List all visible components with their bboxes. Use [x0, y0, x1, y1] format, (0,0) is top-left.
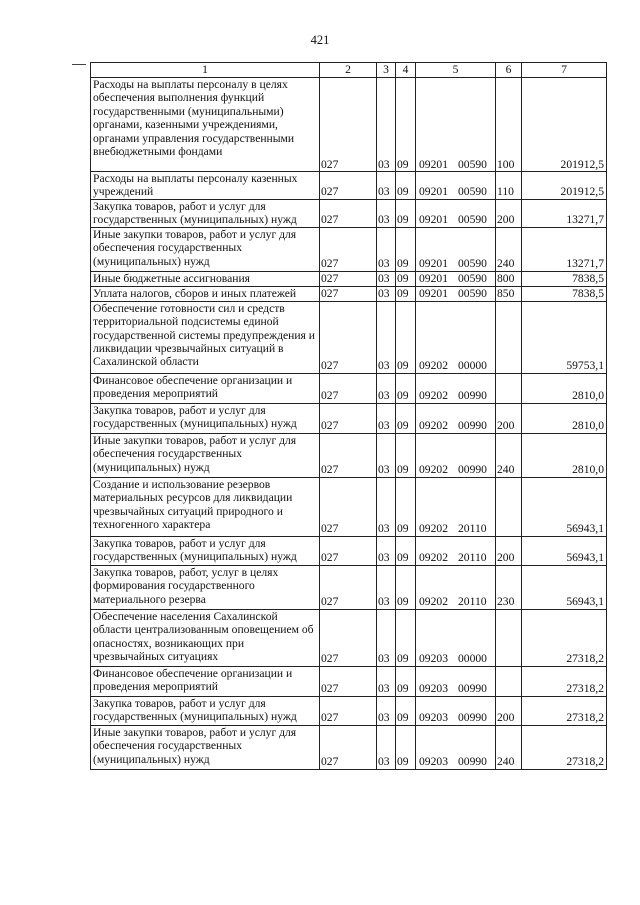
row-code-col2: 027	[320, 609, 377, 666]
row-code-col3: 03	[377, 609, 396, 666]
row-description: Закупка товаров, работ и услуг для государственных (муниципальных) нужд	[91, 696, 320, 725]
row-code-col2: 027	[320, 301, 377, 373]
code-part-b: 20110	[457, 522, 487, 536]
row-code-col4: 09	[396, 271, 416, 286]
row-description: Закупка товаров, работ и услуг для государственных (муниципальных) нужд	[91, 403, 320, 433]
row-code-col2: 027	[320, 725, 377, 769]
row-code-col5	[416, 565, 496, 609]
row-code-col5	[416, 227, 496, 271]
row-amount: 27318,2	[522, 666, 607, 696]
row-code-col5	[416, 696, 496, 725]
row-code-col2: 027	[320, 565, 377, 609]
row-code-col4: 09	[396, 609, 416, 666]
row-code-col3: 03	[377, 172, 396, 200]
header-cell: 6	[496, 63, 522, 78]
code-part-b: 00000	[457, 652, 487, 666]
code-part-b: 00590	[457, 272, 487, 286]
row-code-col6: 800	[496, 271, 522, 286]
code-part-b: 00990	[457, 463, 487, 477]
row-amount: 59753,1	[522, 301, 607, 373]
row-code-col5	[416, 172, 496, 200]
code-part-b: 00990	[457, 389, 487, 403]
code-part-a: 09203	[419, 755, 448, 769]
row-amount: 2810,0	[522, 433, 607, 477]
row-code-col6: 200	[496, 403, 522, 433]
table-row	[91, 666, 607, 696]
row-code-col6: 850	[496, 286, 522, 301]
row-description: Уплата налогов, сборов и иных платежей	[91, 286, 320, 301]
row-description: Создание и использование резервов материальных ресурсов для ликвидации чрезвычайных ситуаций природного и техногенного характера	[91, 477, 320, 536]
row-description: Обеспечение готовности сил и средств территориальной подсистемы единой государственной системы предупреждения и ликвидации чрезвычайных ситуаций в Сахалинской области	[91, 301, 320, 373]
row-code-col2: 027	[320, 373, 377, 403]
row-code-col5	[416, 403, 496, 433]
budget-table	[90, 62, 607, 770]
row-amount: 13271,7	[522, 199, 607, 227]
table-row	[91, 536, 607, 565]
row-code-col4: 09	[396, 373, 416, 403]
code-part-a: 09201	[419, 272, 448, 286]
row-amount: 56943,1	[522, 477, 607, 536]
row-code-col5	[416, 433, 496, 477]
row-code-col5	[416, 78, 496, 172]
row-amount: 201912,5	[522, 78, 607, 172]
row-description: Финансовое обеспечение организации и проведения мероприятий	[91, 373, 320, 403]
row-code-col6	[496, 301, 522, 373]
table-row	[91, 286, 607, 301]
row-code-col6: 200	[496, 199, 522, 227]
row-amount: 7838,5	[522, 271, 607, 286]
row-amount: 7838,5	[522, 286, 607, 301]
row-code-col6	[496, 666, 522, 696]
table-row	[91, 696, 607, 725]
row-code-col3: 03	[377, 78, 396, 172]
header-cell: 1	[91, 63, 320, 78]
code-part-b: 20110	[457, 551, 487, 565]
header-cell: 4	[396, 63, 416, 78]
code-part-a: 09203	[419, 682, 448, 696]
row-code-col4: 09	[396, 725, 416, 769]
row-description: Закупка товаров, работ и услуг для государственных (муниципальных) нужд	[91, 199, 320, 227]
code-part-b: 20110	[457, 595, 487, 609]
code-part-a: 09202	[419, 419, 448, 433]
row-code-col2: 027	[320, 433, 377, 477]
row-code-col2: 027	[320, 78, 377, 172]
header-cell: 7	[522, 63, 607, 78]
page-number: 421	[310, 33, 330, 47]
row-code-col3: 03	[377, 227, 396, 271]
row-code-col5	[416, 286, 496, 301]
row-description: Финансовое обеспечение организации и проведения мероприятий	[91, 666, 320, 696]
table-row	[91, 725, 607, 769]
table-header-row	[91, 63, 607, 78]
row-code-col6: 200	[496, 696, 522, 725]
row-description: Иные закупки товаров, работ и услуг для обеспечения государственных (муниципальных) нужд	[91, 227, 320, 271]
row-code-col4: 09	[396, 172, 416, 200]
table-row	[91, 301, 607, 373]
row-description: Закупка товаров, работ, услуг в целях формирования государственного материального резерва	[91, 565, 320, 609]
table-row	[91, 271, 607, 286]
row-amount: 2810,0	[522, 373, 607, 403]
row-code-col3: 03	[377, 433, 396, 477]
row-code-col5	[416, 536, 496, 565]
row-description: Обеспечение населения Сахалинской области централизованным оповещением об опасностях, возникающих при чрезвычайных ситуациях	[91, 609, 320, 666]
row-code-col6	[496, 373, 522, 403]
code-part-a: 09201	[419, 185, 448, 199]
row-amount: 13271,7	[522, 227, 607, 271]
table-row	[91, 609, 607, 666]
code-part-b: 00990	[457, 711, 487, 725]
row-amount: 2810,0	[522, 403, 607, 433]
row-code-col5	[416, 609, 496, 666]
row-code-col4: 09	[396, 301, 416, 373]
row-amount: 27318,2	[522, 609, 607, 666]
code-part-b: 00590	[457, 287, 487, 301]
row-code-col2: 027	[320, 286, 377, 301]
code-part-b: 00590	[457, 213, 487, 227]
code-part-b: 00000	[457, 359, 487, 373]
row-code-col2: 027	[320, 271, 377, 286]
row-code-col3: 03	[377, 666, 396, 696]
row-code-col6: 240	[496, 433, 522, 477]
row-code-col6: 100	[496, 78, 522, 172]
table-row	[91, 565, 607, 609]
row-code-col2: 027	[320, 199, 377, 227]
code-part-a: 09202	[419, 463, 448, 477]
row-code-col6: 230	[496, 565, 522, 609]
row-code-col2: 027	[320, 477, 377, 536]
code-part-a: 09201	[419, 157, 448, 171]
row-description: Иные бюджетные ассигнования	[91, 271, 320, 286]
row-code-col4: 09	[396, 433, 416, 477]
margin-mark	[72, 64, 86, 65]
row-code-col3: 03	[377, 403, 396, 433]
row-code-col6: 200	[496, 536, 522, 565]
row-code-col3: 03	[377, 301, 396, 373]
table-row	[91, 373, 607, 403]
row-code-col4: 09	[396, 666, 416, 696]
row-code-col2: 027	[320, 403, 377, 433]
row-code-col3: 03	[377, 271, 396, 286]
row-code-col2: 027	[320, 172, 377, 200]
row-description: Иные закупки товаров, работ и услуг для обеспечения государственных (муниципальных) нужд	[91, 433, 320, 477]
row-code-col3: 03	[377, 373, 396, 403]
table-row	[91, 78, 607, 172]
code-part-b: 00590	[457, 257, 487, 271]
row-code-col3: 03	[377, 199, 396, 227]
row-code-col5	[416, 199, 496, 227]
header-cell: 5	[416, 63, 496, 78]
row-code-col3: 03	[377, 696, 396, 725]
row-code-col6	[496, 609, 522, 666]
row-code-col4: 09	[396, 286, 416, 301]
row-amount: 27318,2	[522, 725, 607, 769]
row-code-col3: 03	[377, 286, 396, 301]
row-code-col2: 027	[320, 227, 377, 271]
code-part-a: 09202	[419, 389, 448, 403]
row-code-col3: 03	[377, 565, 396, 609]
row-description: Расходы на выплаты персоналу казенных учреждений	[91, 172, 320, 200]
row-code-col3: 03	[377, 725, 396, 769]
row-code-col5	[416, 373, 496, 403]
table-row	[91, 433, 607, 477]
code-part-b: 00590	[457, 157, 487, 171]
row-code-col2: 027	[320, 666, 377, 696]
row-code-col6: 110	[496, 172, 522, 200]
table-row	[91, 172, 607, 200]
row-amount: 201912,5	[522, 172, 607, 200]
code-part-a: 09203	[419, 652, 448, 666]
budget-table-body	[91, 63, 607, 770]
row-code-col4: 09	[396, 78, 416, 172]
row-code-col5	[416, 301, 496, 373]
row-code-col3: 03	[377, 477, 396, 536]
row-code-col3: 03	[377, 536, 396, 565]
row-amount: 56943,1	[522, 565, 607, 609]
row-code-col4: 09	[396, 227, 416, 271]
table-row	[91, 477, 607, 536]
code-part-a: 09201	[419, 287, 448, 301]
code-part-b: 00990	[457, 682, 487, 696]
row-code-col5	[416, 666, 496, 696]
code-part-a: 09202	[419, 522, 448, 536]
header-cell: 2	[320, 63, 377, 78]
code-part-a: 09203	[419, 711, 448, 725]
row-code-col6: 240	[496, 227, 522, 271]
table-row	[91, 403, 607, 433]
code-part-a: 09201	[419, 213, 448, 227]
code-part-a: 09202	[419, 551, 448, 565]
code-part-b: 00990	[457, 419, 487, 433]
row-code-col4: 09	[396, 565, 416, 609]
row-code-col2: 027	[320, 536, 377, 565]
row-code-col6: 240	[496, 725, 522, 769]
row-description: Закупка товаров, работ и услуг для государственных (муниципальных) нужд	[91, 536, 320, 565]
code-part-a: 09201	[419, 257, 448, 271]
code-part-b: 00990	[457, 755, 487, 769]
code-part-a: 09202	[419, 595, 448, 609]
row-description: Иные закупки товаров, работ и услуг для обеспечения государственных (муниципальных) нужд	[91, 725, 320, 769]
row-code-col5	[416, 271, 496, 286]
row-code-col4: 09	[396, 696, 416, 725]
row-code-col4: 09	[396, 536, 416, 565]
row-code-col4: 09	[396, 199, 416, 227]
code-part-a: 09202	[419, 359, 448, 373]
row-code-col5	[416, 477, 496, 536]
row-code-col5	[416, 725, 496, 769]
header-cell: 3	[377, 63, 396, 78]
table-row	[91, 199, 607, 227]
row-amount: 56943,1	[522, 536, 607, 565]
row-code-col6	[496, 477, 522, 536]
row-amount: 27318,2	[522, 696, 607, 725]
row-code-col4: 09	[396, 403, 416, 433]
row-code-col2: 027	[320, 696, 377, 725]
row-code-col4: 09	[396, 477, 416, 536]
row-description: Расходы на выплаты персоналу в целях обеспечения выполнения функций государственными (муниципальными) органами, казенными учреждениями, органами управления государственными внебюджетными фондами	[91, 78, 320, 172]
table-row	[91, 227, 607, 271]
code-part-b: 00590	[457, 185, 487, 199]
